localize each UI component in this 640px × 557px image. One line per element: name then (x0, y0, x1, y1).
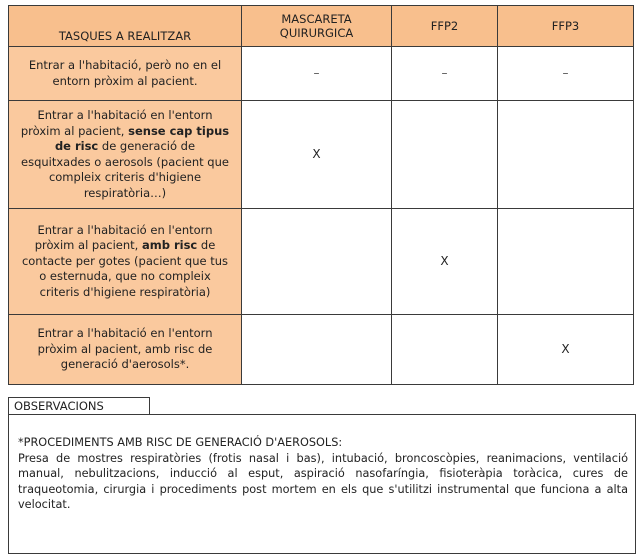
header-task: TASQUES A REALITZAR (9, 6, 242, 47)
ffp3-cell: X (498, 315, 634, 385)
ffp3-cell: – (498, 47, 634, 101)
table-row (9, 101, 634, 209)
header-ffp2: FFP2 (392, 6, 498, 47)
observations-tab: OBSERVACIONS (8, 397, 150, 415)
task-cell (9, 315, 242, 385)
task-text: Entrar a l'habitació, però no en el entorn pròxim al pacient. (28, 58, 222, 88)
ffp2-cell (392, 101, 498, 209)
header-ffp3: FFP3 (498, 6, 634, 47)
ffp2-cell (392, 315, 498, 385)
ffp2-cell: X (392, 209, 498, 315)
ppe-table (8, 5, 634, 385)
header-row (9, 6, 634, 47)
mask-cell: – (242, 47, 392, 101)
task-text: Entrar a l'habitació en l'entorn pròxim al pacient, amb risc de generació d'aerosols*. (37, 326, 213, 372)
table-row (9, 315, 634, 385)
task-cell (9, 209, 242, 315)
table-row (9, 209, 634, 315)
task-bold: sense cap tipus de risc (54, 123, 230, 153)
table-row (9, 47, 634, 101)
ffp3-cell (498, 101, 634, 209)
mask-cell (242, 209, 392, 315)
task-text: Entrar a l'habitació en l'entorn pròxim al pacient, (34, 222, 213, 253)
ffp2-cell: – (392, 47, 498, 101)
task-cell (9, 47, 242, 101)
header-mask: MASCARETA QUIRURGICA (242, 6, 392, 47)
mask-cell (242, 315, 392, 385)
mask-cell: X (242, 101, 392, 209)
task-text: Entrar a l'habitació en l'entorn pròxim al pacient, (20, 108, 213, 138)
ffp3-cell (498, 209, 634, 315)
task-bold: amb risc (141, 238, 198, 253)
task-text-end: de contacte per gotes (pacient que tus o esternuda, que no compleix criteris d'higiene respiratòria) (21, 238, 229, 299)
observations-heading: *PROCEDIMENTS AMB RISC DE GENERACIÓ D'AEROSOLS: (18, 436, 343, 449)
task-text-end: de generació de esquitxades o aerosols (pacient que compleix criteris d'higiene respiratòria…) (21, 139, 229, 200)
observations-box (8, 414, 636, 554)
task-cell (9, 101, 242, 209)
observations-text: Presa de mostres respiratòries (frotis nasal i bas), intubació, broncoscòpies, reanimacions, ventilació manual, nebulitzacions, inducció al esput, aspiració nasofaríngia, fisioteràpia toràcica, cures de traqueotomia, cirurgia i procediments post mortem en els que s'utilitzi instrumental que funciona a alta velocitat. (18, 451, 628, 512)
